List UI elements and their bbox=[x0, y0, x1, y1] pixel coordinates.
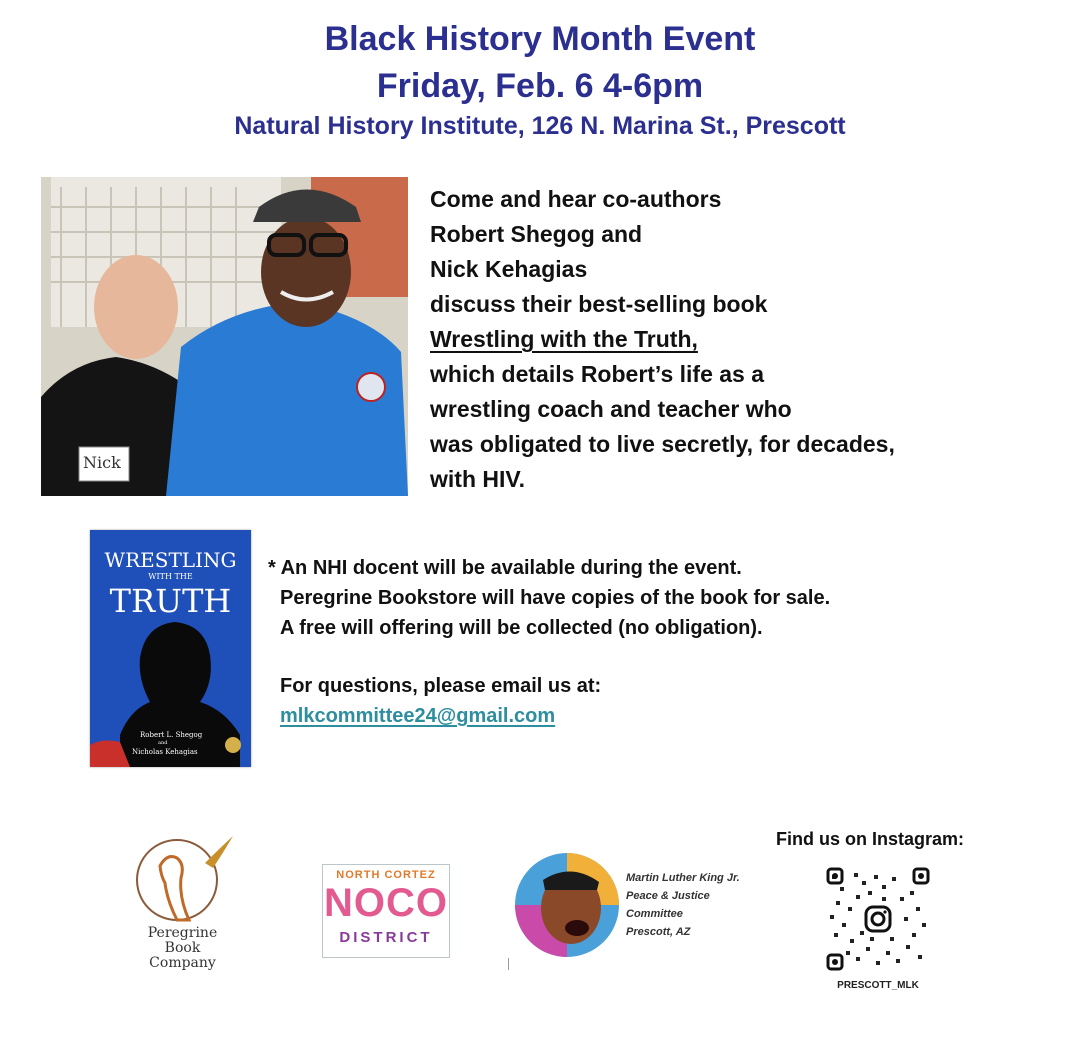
qr-code-icon bbox=[826, 867, 930, 971]
name-tag: Nick bbox=[83, 453, 121, 472]
mlk-portrait-icon bbox=[513, 850, 621, 960]
book-author-1: Robert L. Shegog bbox=[140, 731, 203, 739]
description-line: was obligated to live secretly, for decades, bbox=[430, 431, 895, 457]
mlk-text-line: Martin Luther King Jr. bbox=[626, 872, 740, 884]
book-title-bottom: TRUTH bbox=[109, 582, 232, 620]
book-title-mid: WITH THE bbox=[148, 572, 193, 581]
book-author-and: and bbox=[158, 740, 168, 746]
mlk-text-line: Committee bbox=[626, 908, 683, 920]
mlk-text-line: Prescott, AZ bbox=[626, 926, 691, 938]
email-link[interactable]: mlkcommittee24@gmail.com bbox=[280, 705, 556, 727]
info-docent: * An NHI docent will be available during the event. bbox=[268, 557, 742, 579]
noco-main-text: NOCO bbox=[324, 881, 448, 925]
co-authors-photo bbox=[41, 177, 408, 496]
info-questions: For questions, please email us at: bbox=[280, 675, 602, 697]
description-line: discuss their best-selling book bbox=[430, 291, 768, 317]
divider bbox=[508, 958, 509, 970]
description-line: Nick Kehagias bbox=[430, 256, 588, 282]
noco-top-text: NORTH CORTEZ bbox=[336, 869, 436, 881]
noco-district-logo bbox=[322, 864, 450, 958]
book-cover bbox=[90, 530, 251, 767]
event-date: Friday, Feb. 6 4-6pm bbox=[376, 67, 704, 105]
peregrine-logo bbox=[115, 828, 250, 978]
description-line: Come and hear co-authors bbox=[430, 186, 722, 212]
event-description bbox=[430, 182, 990, 497]
book-author-2: Nicholas Kehagias bbox=[132, 748, 198, 756]
instagram-heading: Find us on Instagram: bbox=[776, 829, 965, 849]
peregrine-text-3: Company bbox=[149, 955, 216, 971]
peregrine-text-1: Peregrine bbox=[147, 925, 218, 941]
mlk-committee-text bbox=[626, 869, 786, 941]
description-line: which details Robert’s life as a bbox=[430, 361, 765, 387]
info-bookstore: Peregrine Bookstore will have copies of the book for sale. bbox=[280, 587, 831, 609]
description-line: with HIV. bbox=[430, 466, 525, 492]
event-info bbox=[268, 553, 968, 731]
instagram-qr-code[interactable] bbox=[826, 867, 930, 971]
bird-icon bbox=[115, 828, 250, 928]
book-title-top: WRESTLING bbox=[104, 548, 237, 572]
peregrine-text-2: Book bbox=[164, 940, 201, 956]
mlk-text-line: Peace & Justice bbox=[626, 890, 710, 902]
mlk-portrait-logo bbox=[513, 850, 621, 960]
event-location: Natural History Institute, 126 N. Marina St., Prescott bbox=[234, 112, 846, 140]
instagram-handle: PRESCOTT_MLK bbox=[837, 980, 919, 991]
info-offering: A free will offering will be collected (no obligation). bbox=[280, 617, 763, 639]
co-authors-photo-art bbox=[41, 177, 408, 496]
description-line: Robert Shegog and bbox=[430, 221, 643, 247]
event-title: Black History Month Event bbox=[324, 20, 756, 58]
description-line: wrestling coach and teacher who bbox=[430, 396, 792, 422]
book-title-text: Wrestling with the Truth, bbox=[430, 326, 698, 352]
noco-bottom-text: DISTRICT bbox=[339, 929, 433, 946]
